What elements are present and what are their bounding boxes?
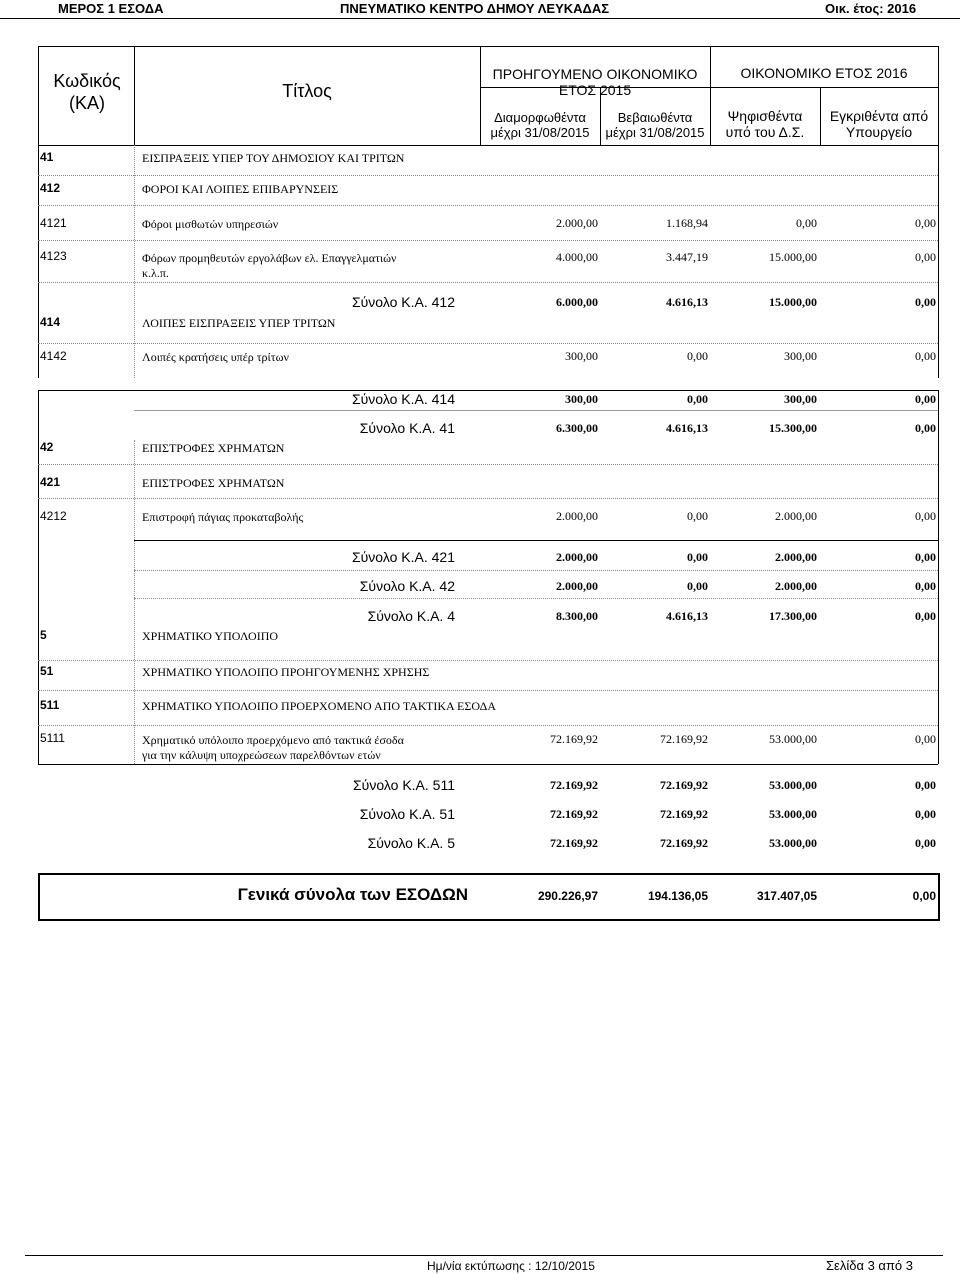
col4-line1: Εγκριθέντα από xyxy=(829,108,929,124)
total-formed: 2.000,00 xyxy=(556,579,598,593)
row-code: 4121 xyxy=(40,216,67,230)
row-title-cont: για την κάλυψη υποχρεώσεων παρελθόντων ετών xyxy=(142,748,381,762)
row-title: ΕΠΙΣΤΡΟΦΕΣ ΧΡΗΜΑΤΩΝ xyxy=(142,441,285,455)
value-certified: 3.447,19 xyxy=(666,250,708,264)
col3-line2: υπό του Δ.Σ. xyxy=(725,124,805,140)
subtotal-label: Σύνολο Κ.Α. 4 xyxy=(367,608,455,624)
total-formed: 72.169,92 xyxy=(550,778,598,792)
col-header-code-line1: Κωδικός xyxy=(53,71,121,91)
value-formed: 4.000,00 xyxy=(556,250,598,264)
table-border-mid xyxy=(38,390,938,391)
subtotal-line xyxy=(134,570,938,571)
total-voted: 53.000,00 xyxy=(769,778,817,792)
total-approved: 0,00 xyxy=(915,392,936,406)
value-voted: 300,00 xyxy=(784,349,817,363)
table-border-right-2 xyxy=(938,390,939,764)
value-certified: 1.168,94 xyxy=(666,216,708,230)
value-formed: 72.169,92 xyxy=(550,732,598,746)
row-code: 414 xyxy=(40,315,61,329)
grand-total-formed: 290.226,97 xyxy=(537,889,598,903)
grand-total-voted: 317.407,05 xyxy=(756,889,817,903)
total-certified: 72.169,92 xyxy=(660,778,708,792)
subtotal-label: Σύνολο Κ.Α. 51 xyxy=(359,806,455,822)
value-certified: 0,00 xyxy=(687,509,708,523)
row-title: Φόροι μισθωτών υπηρεσιών xyxy=(142,217,279,231)
total-certified: 0,00 xyxy=(687,392,708,406)
row-title: Λοιπές κρατήσεις υπέρ τρίτων xyxy=(142,350,289,364)
row-code: 5 xyxy=(40,628,47,642)
value-voted: 15.000,00 xyxy=(769,250,817,264)
col1-line2: μέχρι 31/08/2015 xyxy=(490,125,590,140)
subtotal-label: Σύνολο Κ.Α. 5 xyxy=(367,835,455,851)
row-title: Επιστροφή πάγιας προκαταβολής xyxy=(142,510,304,524)
value-approved: 0,00 xyxy=(915,216,936,230)
value-voted: 2.000,00 xyxy=(775,509,817,523)
row-code: 511 xyxy=(40,698,60,712)
total-approved: 0,00 xyxy=(915,579,936,593)
row-code: 4123 xyxy=(40,249,67,263)
col-header-cur-year: ΟΙΚΟΝΟΜΙΚΟ ΕΤΟΣ 2016 xyxy=(740,65,908,81)
row-title: ΕΙΣΠΡΑΞΕΙΣ ΥΠΕΡ ΤΟΥ ΔΗΜΟΣΙΟΥ ΚΑΙ ΤΡΙΤΩΝ xyxy=(142,151,405,165)
row-code: 5111 xyxy=(40,731,65,745)
value-approved: 0,00 xyxy=(915,349,936,363)
total-voted: 300,00 xyxy=(784,392,817,406)
row-code: 4212 xyxy=(40,509,67,523)
subtotal-line xyxy=(134,540,938,541)
subtotal-label: Σύνολο Κ.Α. 421 xyxy=(352,549,455,565)
subtotal-label: Σύνολο Κ.Α. 412 xyxy=(352,294,455,310)
row-sep xyxy=(38,175,938,176)
row-title: ΕΠΙΣΤΡΟΦΕΣ ΧΡΗΜΑΤΩΝ xyxy=(142,476,285,490)
row-sep xyxy=(38,660,938,661)
col1-line1: Διαμορφωθέντα xyxy=(494,110,586,125)
total-certified: 72.169,92 xyxy=(660,807,708,821)
row-code: 42 xyxy=(40,440,54,454)
value-voted: 0,00 xyxy=(796,216,817,230)
page-header xyxy=(0,0,960,19)
grand-total-label: Γενικά σύνολα των ΕΣΟΔΩΝ xyxy=(237,885,468,904)
row-sep xyxy=(38,343,938,344)
row-sep xyxy=(38,240,938,241)
value-formed: 300,00 xyxy=(565,349,598,363)
total-formed: 8.300,00 xyxy=(556,609,598,623)
row-code: 4142 xyxy=(40,349,67,363)
col-header-prev-year xyxy=(480,66,710,98)
col-header-certified xyxy=(600,110,710,140)
row-sep xyxy=(38,282,938,283)
total-formed: 300,00 xyxy=(565,392,598,406)
prev-year-line1: ΠΡΟΗΓΟΥΜΕΝΟ ΟΙΚΟΝΟΜΙΚΟ xyxy=(492,66,698,82)
total-voted: 2.000,00 xyxy=(775,579,817,593)
grand-total-approved: 0,00 xyxy=(912,889,936,903)
total-certified: 0,00 xyxy=(687,550,708,564)
total-formed: 6.300,00 xyxy=(556,421,598,435)
table-border-top xyxy=(38,46,938,47)
total-certified: 72.169,92 xyxy=(660,836,708,850)
value-formed: 2.000,00 xyxy=(556,509,598,523)
table-header-bottom xyxy=(38,145,938,146)
subtotal-label: Σύνολο Κ.Α. 41 xyxy=(359,420,455,436)
row-title-cont: κ.λ.π. xyxy=(142,266,169,280)
total-formed: 6.000,00 xyxy=(556,295,598,309)
row-code: 51 xyxy=(40,664,54,678)
value-approved: 0,00 xyxy=(915,250,936,264)
grand-total-certified: 194.136,05 xyxy=(647,889,708,903)
row-title: Φόρων προμηθευτών εργολάβων ελ. Επαγγελματιών xyxy=(142,251,397,265)
row-title: ΦΟΡΟΙ ΚΑΙ ΛΟΙΠΕΣ ΕΠΙΒΑΡΥΝΣΕΙΣ xyxy=(142,182,339,196)
col4-line2: Υπουργείο xyxy=(845,124,913,140)
total-certified: 4.616,13 xyxy=(666,609,708,623)
value-formed: 2.000,00 xyxy=(556,216,598,230)
row-title: ΧΡΗΜΑΤΙΚΟ ΥΠΟΛΟΙΠΟ xyxy=(142,629,279,643)
footer-rule xyxy=(25,1255,943,1256)
total-voted: 17.300,00 xyxy=(769,609,817,623)
total-approved: 0,00 xyxy=(915,807,936,821)
total-approved: 0,00 xyxy=(915,550,936,564)
total-approved: 0,00 xyxy=(915,295,936,309)
total-certified: 4.616,13 xyxy=(666,421,708,435)
col2-line2: μέχρι 31/08/2015 xyxy=(605,125,705,140)
col-header-title: Τίτλος xyxy=(282,81,332,101)
total-voted: 15.000,00 xyxy=(769,295,817,309)
row-code: 412 xyxy=(40,181,61,195)
total-voted: 2.000,00 xyxy=(775,550,817,564)
row-code: 421 xyxy=(40,475,61,489)
col3-line1: Ψηφισθέντα xyxy=(727,108,803,124)
col-header-voted xyxy=(710,108,820,140)
row-sep xyxy=(38,464,938,465)
code-col-divider xyxy=(134,440,135,764)
total-approved: 0,00 xyxy=(915,836,936,850)
col-header-code xyxy=(40,70,134,114)
header-organization: ΠΝΕΥΜΑΤΙΚΟ ΚΕΝΤΡΟ ΔΗΜΟΥ ΛΕΥΚΑΔΑΣ xyxy=(340,1,610,16)
header-fiscal-year: Οικ. έτος: 2016 xyxy=(825,1,917,16)
row-title: ΧΡΗΜΑΤΙΚΟ ΥΠΟΛΟΙΠΟ ΠΡΟΗΓΟΥΜΕΝΗΣ ΧΡΗΣΗΣ xyxy=(142,665,430,679)
subtotal-label: Σύνολο Κ.Α. 42 xyxy=(359,578,455,594)
total-approved: 0,00 xyxy=(915,609,936,623)
row-title: ΛΟΙΠΕΣ ΕΙΣΠΡΑΞΕΙΣ ΥΠΕΡ ΤΡΙΤΩΝ xyxy=(142,316,336,330)
value-approved: 0,00 xyxy=(915,732,936,746)
value-voted: 53.000,00 xyxy=(769,732,817,746)
row-sep xyxy=(38,498,938,499)
total-certified: 0,00 xyxy=(687,579,708,593)
subtotal-label: Σύνολο Κ.Α. 511 xyxy=(353,777,455,793)
total-formed: 72.169,92 xyxy=(550,807,598,821)
row-sep xyxy=(38,690,938,691)
value-certified: 0,00 xyxy=(687,349,708,363)
col-header-formed xyxy=(480,110,600,140)
total-voted: 53.000,00 xyxy=(769,836,817,850)
col-header-code-line2: (ΚΑ) xyxy=(69,93,105,113)
table-border-left xyxy=(38,46,39,378)
row-sep xyxy=(38,725,938,726)
total-approved: 0,00 xyxy=(915,421,936,435)
footer-print-date: Ημ/νία εκτύπωσης : 12/10/2015 xyxy=(427,1259,595,1273)
total-approved: 0,00 xyxy=(915,778,936,792)
prev-year-line2: ΕΤΟΣ 2015 xyxy=(558,82,632,98)
value-certified: 72.169,92 xyxy=(660,732,708,746)
row-sep xyxy=(38,205,938,206)
total-voted: 15.300,00 xyxy=(769,421,817,435)
row-code: 41 xyxy=(40,150,54,164)
table-border-bottom xyxy=(38,764,938,765)
col2-line1: Βεβαιωθέντα xyxy=(617,110,693,125)
value-approved: 0,00 xyxy=(915,509,936,523)
row-title: ΧΡΗΜΑΤΙΚΟ ΥΠΟΛΟΙΠΟ ΠΡΟΕΡΧΟΜΕΝΟ ΑΠΟ ΤΑΚΤΙΚΑ ΕΣΟΔΑ xyxy=(142,699,497,713)
total-certified: 4.616,13 xyxy=(666,295,708,309)
subtotal-line xyxy=(134,410,938,411)
total-voted: 53.000,00 xyxy=(769,807,817,821)
subtotal-line xyxy=(134,598,938,599)
col-header-approved xyxy=(820,108,938,140)
row-title: Χρηματικό υπόλοιπο προερχόμενο από τακτικά έσοδα xyxy=(142,733,404,747)
table-border-left-2 xyxy=(38,390,39,764)
total-formed: 2.000,00 xyxy=(556,550,598,564)
table-border-right xyxy=(938,46,939,378)
total-formed: 72.169,92 xyxy=(550,836,598,850)
subtotal-label: Σύνολο Κ.Α. 414 xyxy=(352,391,455,407)
header-section: ΜΕΡΟΣ 1 ΕΣΟΔΑ xyxy=(58,1,164,16)
footer-page-number: Σελίδα 3 από 3 xyxy=(826,1258,913,1273)
